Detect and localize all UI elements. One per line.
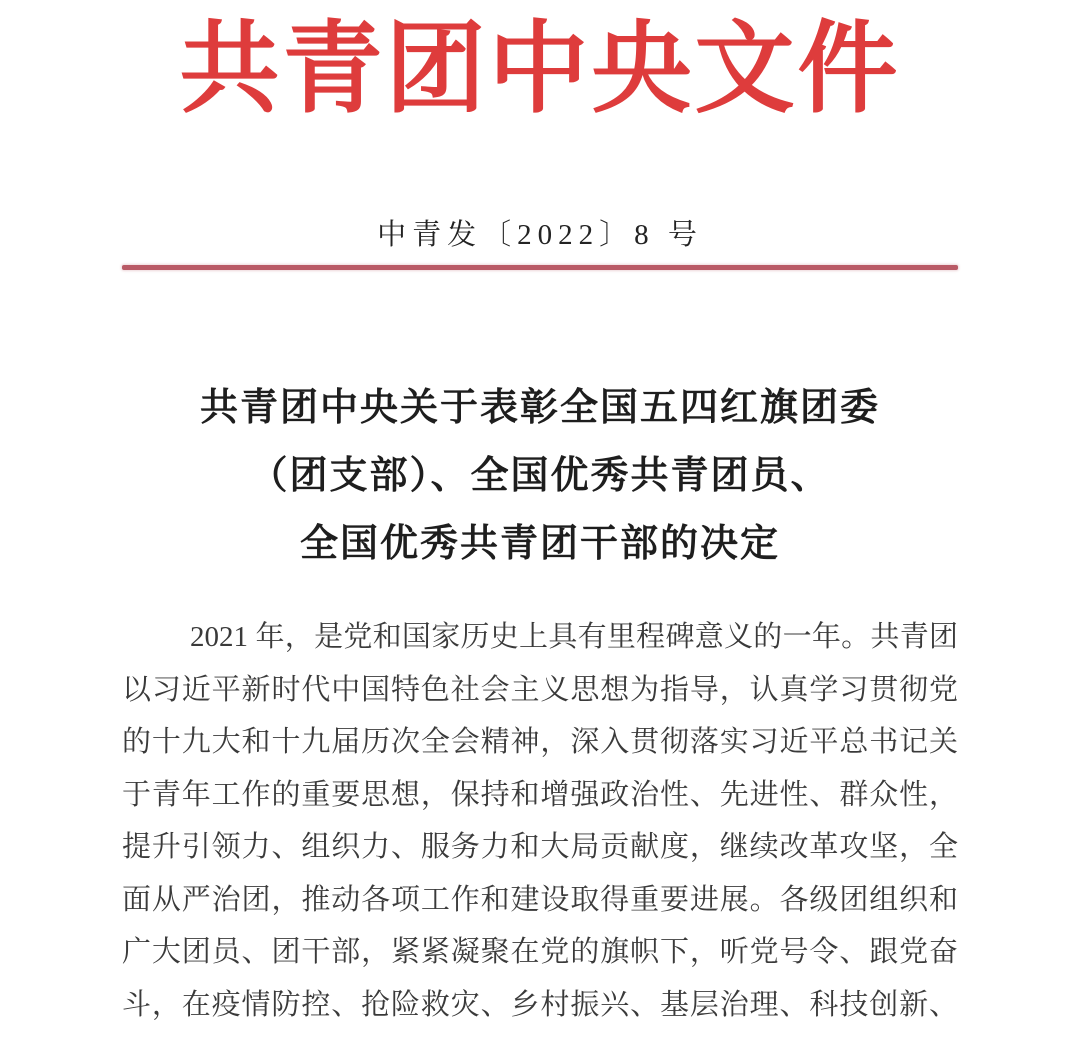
document-title-line-3: 全国优秀共青团干部的决定	[299, 523, 780, 565]
body-line: 以习近平新时代中国特色社会主义思想为指导，认真学习贯彻党	[122, 673, 958, 706]
body-line: 广大团员、团干部，紧紧凝聚在党的旗帜下，听党号令、跟党奋	[122, 936, 958, 968]
body-line: 斗，在疫情防控、抢险救灾、乡村振兴、基层治理、科技创新、	[122, 988, 958, 1021]
document-title-line-1: 共青团中央关于表彰全国五四红旗团委	[199, 387, 880, 429]
document-number: 中青发〔2022〕8 号	[377, 219, 703, 251]
body-paragraph	[122, 611, 958, 1031]
body-line: 于青年工作的重要思想，保持和增强政治性、先进性、群众性，	[122, 778, 958, 811]
document-title-line-2: （团支部）、全国优秀共青团员、	[249, 455, 831, 497]
body-line: 面从严治团，推动各项工作和建设取得重要进展。各级团组织和	[122, 883, 958, 916]
document-masthead: 共青团中央文件	[179, 14, 901, 125]
body-line: 2021 年，是党和国家历史上具有里程碑意义的一年。共青团	[190, 621, 958, 653]
body-line: 的十九大和十九届历次全会精神，深入贯彻落实习近平总书记关	[122, 726, 958, 758]
body-line: 提升引领力、组织力、服务力和大局贡献度，继续改革攻坚，全	[122, 831, 958, 863]
document-title	[0, 374, 1080, 578]
red-divider-rule	[122, 265, 958, 270]
